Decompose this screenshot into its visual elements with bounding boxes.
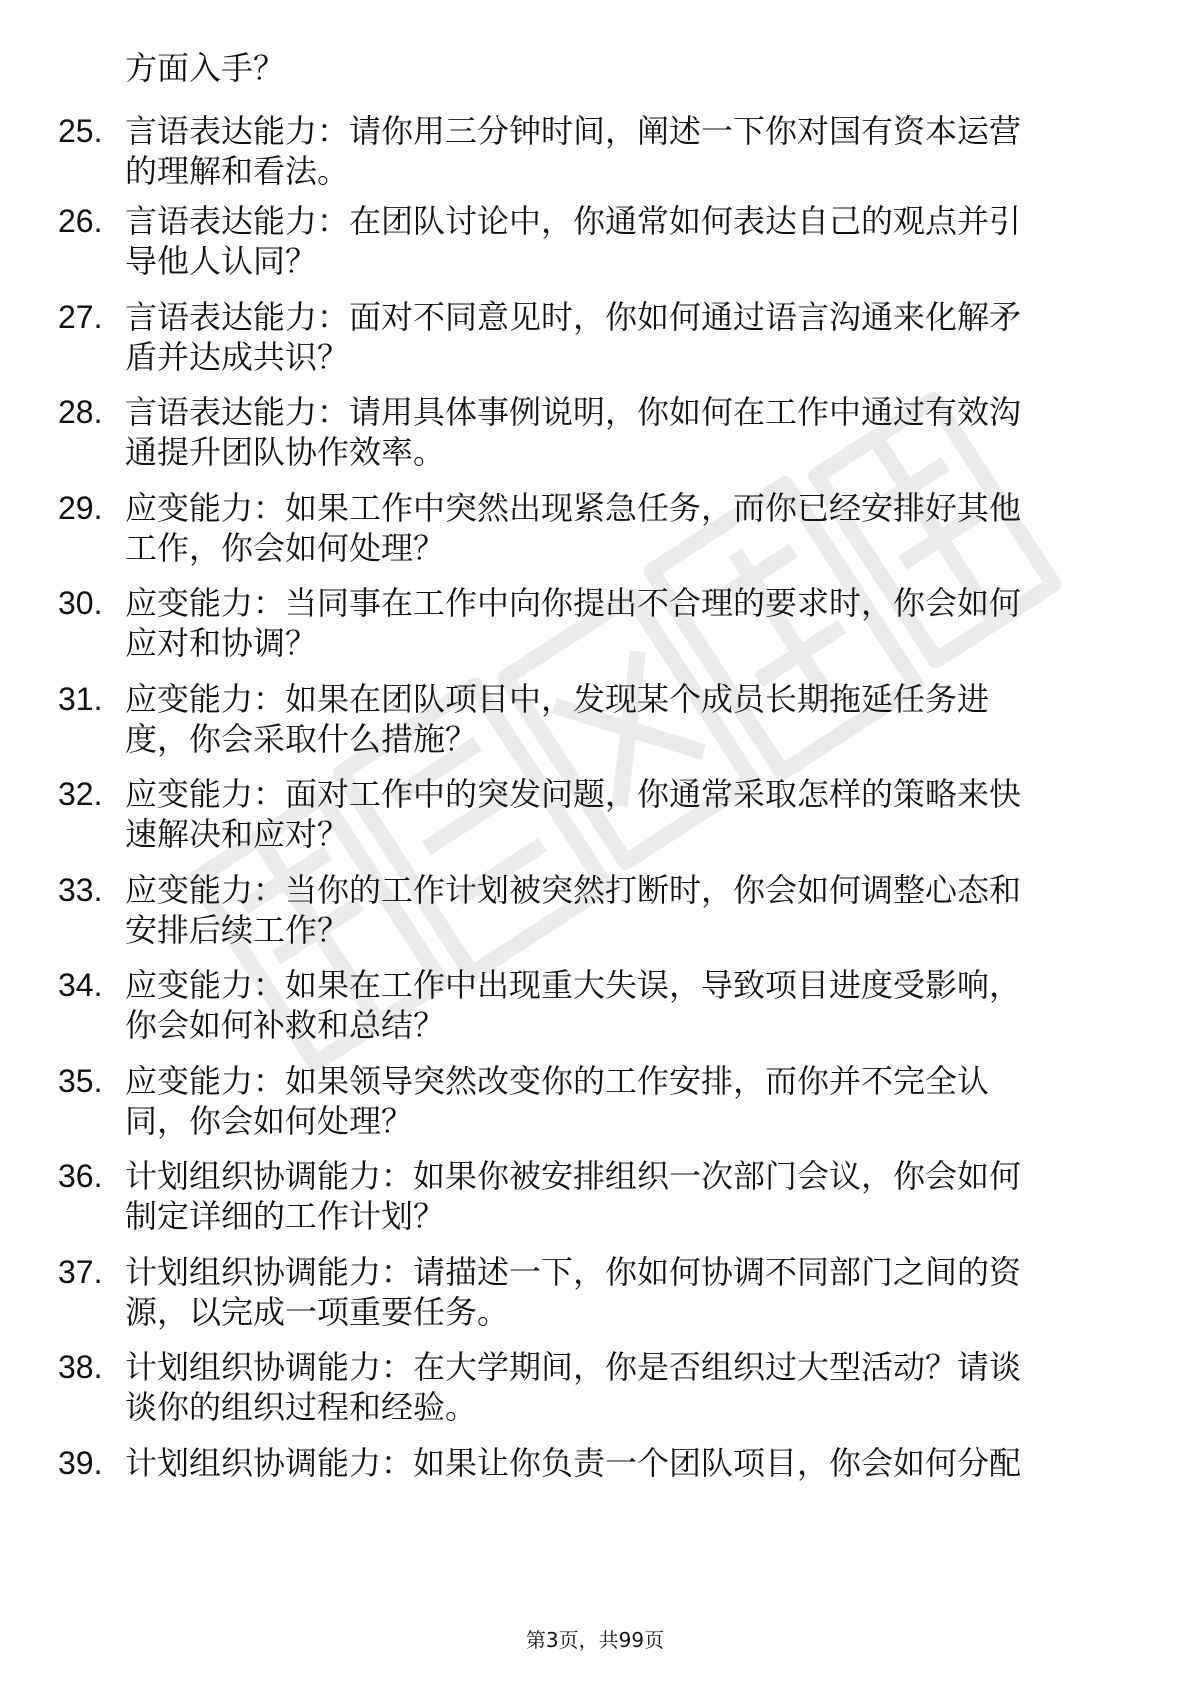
question-line: 应对和协调？	[125, 624, 318, 662]
question-number: 31.	[58, 681, 103, 717]
question-line: 工作，你会如何处理？	[125, 529, 446, 567]
page-indicator: 第3页，共99页	[525, 1628, 665, 1652]
question-line: 通提升团队协作效率。	[125, 433, 446, 471]
question-number: 37.	[58, 1254, 103, 1290]
question-number: 38.	[58, 1349, 103, 1385]
question-number: 33.	[58, 872, 103, 908]
question-item	[0, 679, 1190, 769]
question-line: 安排后续工作？	[125, 911, 350, 949]
question-item	[0, 1061, 1190, 1151]
question-item	[0, 1252, 1190, 1342]
question-item	[0, 774, 1190, 864]
question-line: 盾并达成共识？	[125, 338, 350, 376]
question-item	[0, 870, 1190, 960]
question-text	[125, 297, 1110, 377]
question-text	[125, 111, 1110, 191]
question-line: 应变能力：当同事在工作中向你提出不合理的要求时，你会如何	[125, 584, 1022, 622]
question-item	[0, 1443, 1190, 1533]
question-item	[0, 201, 1190, 291]
question-item	[0, 488, 1190, 578]
question-item	[0, 1156, 1190, 1246]
question-item	[0, 392, 1190, 482]
question-number: 28.	[58, 394, 103, 430]
question-line	[125, 1483, 1110, 1523]
question-text	[125, 1061, 1110, 1141]
question-text	[125, 1347, 1110, 1427]
question-number: 32.	[58, 776, 103, 812]
question-number: 34.	[58, 967, 103, 1003]
question-line: 计划组织协调能力：请描述一下，你如何协调不同部门之间的资	[125, 1253, 1022, 1291]
question-line: 你会如何补救和总结？	[125, 1006, 446, 1044]
question-item	[0, 583, 1190, 673]
question-line: 应变能力：如果工作中突然出现紧急任务，而你已经安排好其他	[125, 489, 1022, 527]
question-text	[125, 583, 1110, 663]
question-number: 39.	[58, 1445, 103, 1481]
question-text	[125, 679, 1110, 759]
question-number: 30.	[58, 585, 103, 621]
question-line: 应变能力：当你的工作计划被突然打断时，你会如何调整心态和	[125, 871, 1022, 909]
question-text	[125, 774, 1110, 854]
question-line: 的理解和看法。	[125, 152, 350, 190]
question-line: 应变能力：如果在工作中出现重大失误，导致项目进度受影响，	[125, 966, 1022, 1004]
question-text	[125, 1156, 1110, 1236]
question-text	[125, 1443, 1110, 1523]
question-text	[125, 870, 1110, 950]
question-line: 度，你会采取什么措施？	[125, 720, 478, 758]
question-number: 25.	[58, 113, 103, 149]
question-line: 谈你的组织过程和经验。	[125, 1388, 478, 1426]
question-text	[125, 392, 1110, 472]
question-line: 应变能力：如果在团队项目中，发现某个成员长期拖延任务进	[125, 680, 990, 718]
question-line: 应变能力：面对工作中的突发问题，你通常采取怎样的策略来快	[125, 775, 1022, 813]
question-line: 言语表达能力：面对不同意见时，你如何通过语言沟通来化解矛	[125, 298, 1022, 336]
question-number: 29.	[58, 490, 103, 526]
question-line: 制定详细的工作计划？	[125, 1197, 446, 1235]
question-line: 速解决和应对？	[125, 815, 350, 853]
question-line: 导他人认同？	[125, 242, 318, 280]
question-number: 27.	[58, 299, 103, 335]
question-item	[0, 965, 1190, 1055]
question-line: 计划组织协调能力：在大学期间，你是否组织过大型活动？请谈	[125, 1348, 1022, 1386]
question-number: 36.	[58, 1158, 103, 1194]
question-line: 源，以完成一项重要任务。	[125, 1293, 510, 1331]
question-text	[125, 965, 1110, 1045]
page-footer	[0, 1626, 1190, 1654]
continued-question-text: 方面入手？	[125, 49, 286, 87]
question-text	[125, 488, 1110, 568]
question-line: 计划组织协调能力：如果你被安排组织一次部门会议，你会如何	[125, 1157, 1022, 1195]
question-item	[0, 1347, 1190, 1437]
question-line: 计划组织协调能力：如果让你负责一个团队项目，你会如何分配	[125, 1444, 1022, 1482]
question-text	[125, 201, 1110, 281]
question-line: 言语表达能力：在团队讨论中，你通常如何表达自己的观点并引	[125, 202, 1022, 240]
question-line: 应变能力：如果领导突然改变你的工作安排，而你并不完全认	[125, 1062, 990, 1100]
question-item	[0, 297, 1190, 387]
question-number: 26.	[58, 203, 103, 239]
question-item	[0, 111, 1190, 201]
question-number: 35.	[58, 1063, 103, 1099]
question-line: 同，你会如何处理？	[125, 1102, 414, 1140]
question-text	[125, 1252, 1110, 1332]
question-line: 言语表达能力：请用具体事例说明，你如何在工作中通过有效沟	[125, 393, 1022, 431]
question-line: 言语表达能力：请你用三分钟时间，阐述一下你对国有资本运营	[125, 112, 1022, 150]
